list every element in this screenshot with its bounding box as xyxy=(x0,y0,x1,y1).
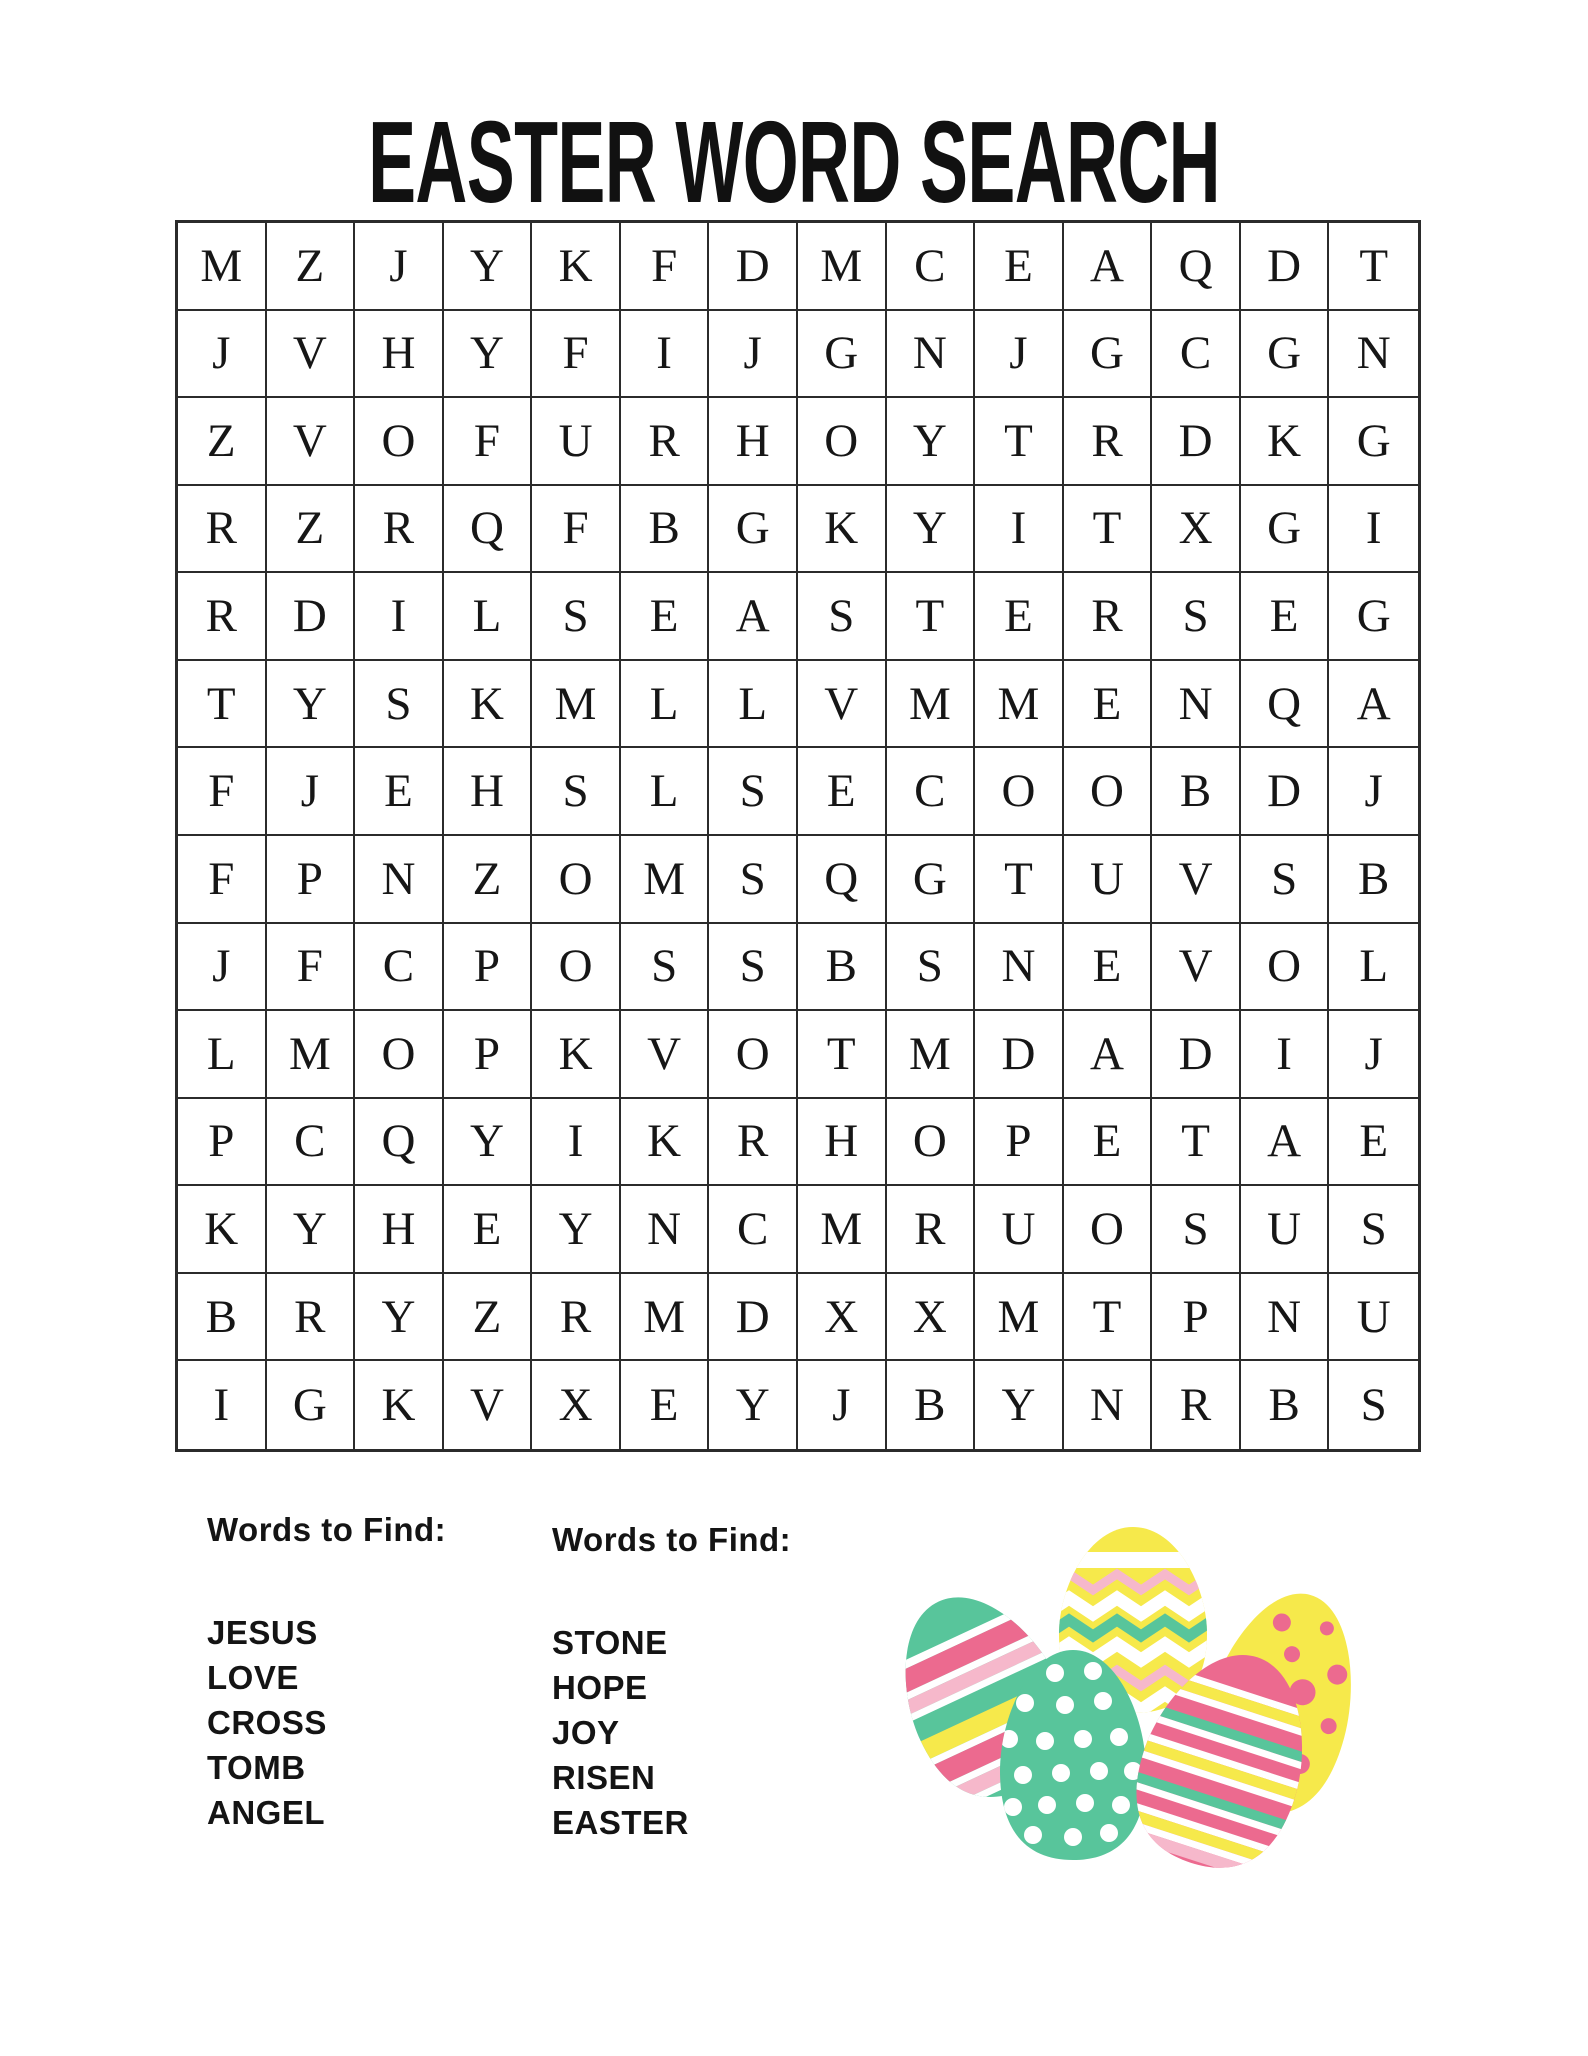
grid-cell-r1c2: Z xyxy=(267,223,356,311)
grid-cell-r12c8: M xyxy=(798,1186,887,1274)
grid-cell-r4c14: I xyxy=(1329,486,1418,574)
grid-cell-r9c9: S xyxy=(887,924,976,1012)
word-item-stone: STONE xyxy=(552,1623,668,1661)
grid-cell-r3c14: G xyxy=(1329,398,1418,486)
grid-cell-r3c3: O xyxy=(355,398,444,486)
grid-cell-r7c12: B xyxy=(1152,748,1241,836)
grid-cell-r5c6: E xyxy=(621,573,710,661)
grid-cell-r5c5: S xyxy=(532,573,621,661)
grid-cell-r13c10: M xyxy=(975,1274,1064,1362)
grid-cell-r9c14: L xyxy=(1329,924,1418,1012)
grid-cell-r3c9: Y xyxy=(887,398,976,486)
grid-cell-r4c6: B xyxy=(621,486,710,574)
grid-cell-r6c5: M xyxy=(532,661,621,749)
grid-cell-r6c9: M xyxy=(887,661,976,749)
grid-cell-r10c14: J xyxy=(1329,1011,1418,1099)
grid-cell-r8c5: O xyxy=(532,836,621,924)
grid-cell-r11c14: E xyxy=(1329,1099,1418,1187)
grid-cell-r14c12: R xyxy=(1152,1361,1241,1449)
grid-cell-r10c11: A xyxy=(1064,1011,1153,1099)
grid-cell-r3c13: K xyxy=(1241,398,1330,486)
word-item-cross: CROSS xyxy=(207,1703,327,1741)
grid-cell-r12c5: Y xyxy=(532,1186,621,1274)
grid-cell-r8c4: Z xyxy=(444,836,533,924)
grid-cell-r5c3: I xyxy=(355,573,444,661)
grid-cell-r1c9: C xyxy=(887,223,976,311)
grid-cell-r10c2: M xyxy=(267,1011,356,1099)
grid-cell-r7c11: O xyxy=(1064,748,1153,836)
grid-cell-r5c11: R xyxy=(1064,573,1153,661)
grid-cell-r10c10: D xyxy=(975,1011,1064,1099)
grid-cell-r13c7: D xyxy=(709,1274,798,1362)
word-item-risen: RISEN xyxy=(552,1758,656,1796)
grid-cell-r5c8: S xyxy=(798,573,887,661)
grid-cell-r7c7: S xyxy=(709,748,798,836)
grid-cell-r9c10: N xyxy=(975,924,1064,1012)
grid-cell-r3c11: R xyxy=(1064,398,1153,486)
page-title xyxy=(0,96,1588,227)
grid-cell-r6c3: S xyxy=(355,661,444,749)
grid-cell-r11c1: P xyxy=(178,1099,267,1187)
grid-cell-r1c5: K xyxy=(532,223,621,311)
grid-cell-r14c6: E xyxy=(621,1361,710,1449)
grid-cell-r10c6: V xyxy=(621,1011,710,1099)
grid-cell-r9c6: S xyxy=(621,924,710,1012)
grid-cell-r6c11: E xyxy=(1064,661,1153,749)
grid-cell-r4c2: Z xyxy=(267,486,356,574)
grid-cell-r12c7: C xyxy=(709,1186,798,1274)
grid-cell-r14c13: B xyxy=(1241,1361,1330,1449)
grid-cell-r11c10: P xyxy=(975,1099,1064,1187)
grid-cell-r1c12: Q xyxy=(1152,223,1241,311)
word-list-left xyxy=(207,1510,446,1835)
grid-cell-r2c10: J xyxy=(975,311,1064,399)
grid-cell-r13c6: M xyxy=(621,1274,710,1362)
grid-cell-r11c6: K xyxy=(621,1099,710,1187)
grid-cell-r11c12: T xyxy=(1152,1099,1241,1187)
grid-cell-r7c3: E xyxy=(355,748,444,836)
grid-cell-r11c8: H xyxy=(798,1099,887,1187)
grid-cell-r8c2: P xyxy=(267,836,356,924)
grid-cell-r3c6: R xyxy=(621,398,710,486)
grid-cell-r2c6: I xyxy=(621,311,710,399)
word-item-jesus: JESUS xyxy=(207,1613,318,1651)
grid-cell-r12c6: N xyxy=(621,1186,710,1274)
grid-cell-r4c13: G xyxy=(1241,486,1330,574)
grid-cell-r8c1: F xyxy=(178,836,267,924)
grid-cell-r4c8: K xyxy=(798,486,887,574)
grid-cell-r13c9: X xyxy=(887,1274,976,1362)
grid-cell-r8c12: V xyxy=(1152,836,1241,924)
grid-cell-r12c12: S xyxy=(1152,1186,1241,1274)
grid-cell-r13c4: Z xyxy=(444,1274,533,1362)
grid-cell-r5c10: E xyxy=(975,573,1064,661)
grid-cell-r6c2: Y xyxy=(267,661,356,749)
word-list-right xyxy=(552,1520,791,1845)
grid-cell-r14c14: S xyxy=(1360,1379,1387,1432)
grid-cell-r2c13: G xyxy=(1241,311,1330,399)
grid-cell-r2c9: N xyxy=(887,311,976,399)
grid-cell-r11c9: O xyxy=(887,1099,976,1187)
grid-cell-r2c2: V xyxy=(267,311,356,399)
grid-cell-r12c1: K xyxy=(178,1186,267,1274)
grid-cell-r5c14: G xyxy=(1329,573,1418,661)
grid-cell-r3c5: U xyxy=(532,398,621,486)
grid-cell-r12c4: E xyxy=(444,1186,533,1274)
grid-cell-r14c8: J xyxy=(798,1361,887,1449)
grid-cell-r9c7: S xyxy=(709,924,798,1012)
grid-cell-r12c10: U xyxy=(975,1186,1064,1274)
grid-cell-r5c1: R xyxy=(178,573,267,661)
grid-cell-r5c4: L xyxy=(444,573,533,661)
grid-cell-r10c4: P xyxy=(444,1011,533,1099)
grid-cell-r4c4: Q xyxy=(444,486,533,574)
grid-cell-r13c8: X xyxy=(798,1274,887,1362)
word-list-left-items xyxy=(207,1610,446,1835)
grid-cell-r2c7: J xyxy=(709,311,798,399)
grid-cell-r7c9: C xyxy=(887,748,976,836)
grid-cell-r8c8: Q xyxy=(798,836,887,924)
grid-cell-r12c9: R xyxy=(887,1186,976,1274)
grid-cell-r9c12: V xyxy=(1152,924,1241,1012)
word-item-love: LOVE xyxy=(207,1658,299,1696)
grid-cell-r4c3: R xyxy=(355,486,444,574)
grid-cell-r11c3: Q xyxy=(355,1099,444,1187)
grid-cell-r3c2: V xyxy=(267,398,356,486)
word-item-joy: JOY xyxy=(552,1713,620,1751)
word-item-easter: EASTER xyxy=(552,1803,689,1841)
grid-cell-r8c10: T xyxy=(975,836,1064,924)
grid-cell-r1c10: E xyxy=(975,223,1064,311)
easter-eggs-illustration xyxy=(858,1468,1430,1930)
grid-cell-r1c8: M xyxy=(798,223,887,311)
word-grid xyxy=(175,220,1421,1452)
grid-cell-r10c3: O xyxy=(355,1011,444,1099)
grid-cell-r14c11: N xyxy=(1064,1361,1153,1449)
grid-cell-r8c9: G xyxy=(887,836,976,924)
grid-cell-r9c11: E xyxy=(1064,924,1153,1012)
grid-cell-r6c8: V xyxy=(798,661,887,749)
grid-cell-r11c2: C xyxy=(267,1099,356,1187)
grid-cell-r7c10: O xyxy=(975,748,1064,836)
grid-cell-r11c4: Y xyxy=(444,1099,533,1187)
grid-cell-r4c12: X xyxy=(1152,486,1241,574)
grid-cell-r14c3: K xyxy=(355,1361,444,1449)
grid-cell-r5c12: S xyxy=(1152,573,1241,661)
grid-cell-r14c1: I xyxy=(178,1361,267,1449)
grid-cell-r4c1: R xyxy=(178,486,267,574)
grid-cell-r7c2: J xyxy=(267,748,356,836)
grid-cell-r14c5: X xyxy=(532,1361,621,1449)
grid-cell-r13c5: R xyxy=(532,1274,621,1362)
grid-cell-r9c3: C xyxy=(355,924,444,1012)
grid-cell-r6c14: A xyxy=(1329,661,1418,749)
grid-cell-r7c14: J xyxy=(1329,748,1418,836)
grid-cell-r2c3: H xyxy=(355,311,444,399)
grid-cell-r6c1: T xyxy=(178,661,267,749)
word-list-right-heading: Words to Find: xyxy=(552,1521,792,1558)
grid-cell-r8c14: B xyxy=(1329,836,1418,924)
grid-cell-r9c5: O xyxy=(532,924,621,1012)
grid-cell-r1c7: D xyxy=(709,223,798,311)
grid-cell-r6c7: L xyxy=(709,661,798,749)
page-title-text: EASTER WORD SEARCH xyxy=(368,96,1220,227)
grid-cell-r9c1: J xyxy=(178,924,267,1012)
grid-cell-r10c9: M xyxy=(887,1011,976,1099)
grid-cell-r2c4: Y xyxy=(444,311,533,399)
grid-cell-r9c2: F xyxy=(267,924,356,1012)
grid-cell-r10c1: L xyxy=(178,1011,267,1099)
grid-cell-r12c13: U xyxy=(1241,1186,1330,1274)
grid-cell-r11c13: A xyxy=(1241,1099,1330,1187)
grid-cell-r6c10: M xyxy=(975,661,1064,749)
grid-cell-r11c7: R xyxy=(709,1099,798,1187)
grid-cell-r3c10: T xyxy=(975,398,1064,486)
grid-cell-r4c9: Y xyxy=(887,486,976,574)
grid-cell-r13c1: B xyxy=(178,1274,267,1362)
grid-cell-r5c2: D xyxy=(267,573,356,661)
grid-cell-r1c13: D xyxy=(1241,223,1330,311)
grid-cell-r3c1: Z xyxy=(178,398,267,486)
word-list-left-heading: Words to Find: xyxy=(207,1511,447,1548)
grid-cell-r10c13: I xyxy=(1241,1011,1330,1099)
grid-cell-r3c8: O xyxy=(798,398,887,486)
grid-cell-r12c14: S xyxy=(1329,1186,1418,1274)
grid-cell-r7c1: F xyxy=(178,748,267,836)
grid-cell-r1c11: A xyxy=(1064,223,1153,311)
grid-cell-r8c7: S xyxy=(709,836,798,924)
grid-cell-r7c6: L xyxy=(621,748,710,836)
grid-cell-r1c4: Y xyxy=(444,223,533,311)
grid-cell-r14c7: Y xyxy=(709,1361,798,1449)
grid-cell-r8c3: N xyxy=(355,836,444,924)
grid-cell-r14c4: V xyxy=(444,1361,533,1449)
grid-cell-r12c2: Y xyxy=(267,1186,356,1274)
grid-cell-r8c11: U xyxy=(1064,836,1153,924)
grid-cell-r2c8: G xyxy=(798,311,887,399)
word-item-hope: HOPE xyxy=(552,1668,648,1706)
grid-cell-r2c11: G xyxy=(1064,311,1153,399)
grid-cell-r11c5: I xyxy=(532,1099,621,1187)
grid-cell-r12c11: O xyxy=(1064,1186,1153,1274)
grid-cell-r3c12: D xyxy=(1152,398,1241,486)
grid-cell-r10c12: D xyxy=(1152,1011,1241,1099)
grid-cell-r5c13: E xyxy=(1241,573,1330,661)
word-item-angel: ANGEL xyxy=(207,1793,325,1831)
grid-cell-r10c5: K xyxy=(532,1011,621,1099)
grid-cell-r4c11: T xyxy=(1064,486,1153,574)
grid-cell-r1c6: F xyxy=(621,223,710,311)
grid-cell-r10c8: T xyxy=(798,1011,887,1099)
grid-cell-r13c12: P xyxy=(1152,1274,1241,1362)
grid-cell-r13c3: Y xyxy=(355,1274,444,1362)
grid-cell-r3c7: H xyxy=(709,398,798,486)
grid-cell-r6c6: L xyxy=(621,661,710,749)
grid-cell-r2c12: C xyxy=(1152,311,1241,399)
grid-cell-r4c7: G xyxy=(709,486,798,574)
grid-cell-r13c11: T xyxy=(1064,1274,1153,1362)
grid-cell-r3c4: F xyxy=(444,398,533,486)
grid-cell-r1c14: T xyxy=(1329,223,1418,311)
grid-cell-r9c8: B xyxy=(798,924,887,1012)
grid-cell-r9c13: O xyxy=(1241,924,1330,1012)
grid-cell-r7c8: E xyxy=(798,748,887,836)
grid-cell-r9c4: P xyxy=(444,924,533,1012)
grid-cell-r6c13: Q xyxy=(1241,661,1330,749)
grid-cell-r1c1: M xyxy=(178,223,267,311)
grid-cell-r8c6: M xyxy=(621,836,710,924)
grid-cell-r4c5: F xyxy=(532,486,621,574)
grid-cell-r13c13: N xyxy=(1241,1274,1330,1362)
grid-cell-r11c11: E xyxy=(1064,1099,1153,1187)
grid-cell-r5c9: T xyxy=(887,573,976,661)
grid-cell-r6c12: N xyxy=(1152,661,1241,749)
grid-cell-r12c3: H xyxy=(355,1186,444,1274)
grid-cell-r4c10: I xyxy=(975,486,1064,574)
grid-cell-r7c13: D xyxy=(1241,748,1330,836)
grid-cell-r14c9: B xyxy=(887,1361,976,1449)
grid-cell-r7c5: S xyxy=(532,748,621,836)
grid-cell-r7c4: H xyxy=(444,748,533,836)
grid-cell-r1c3: J xyxy=(355,223,444,311)
grid-cell-r13c14: U xyxy=(1329,1274,1418,1362)
grid-cell-r13c2: R xyxy=(267,1274,356,1362)
grid-cell-r2c1: J xyxy=(178,311,267,399)
word-item-tomb: TOMB xyxy=(207,1748,306,1786)
grid-cell-r2c14: N xyxy=(1329,311,1418,399)
grid-cell-r5c7: A xyxy=(709,573,798,661)
grid-cell-r8c13: S xyxy=(1241,836,1330,924)
grid-cell-r14c2: G xyxy=(267,1361,356,1449)
grid-cell-r6c4: K xyxy=(444,661,533,749)
grid-cell-r14c10: Y xyxy=(975,1361,1064,1449)
word-list-right-items xyxy=(552,1620,791,1845)
grid-cell-r2c5: F xyxy=(532,311,621,399)
grid-cell-r10c7: O xyxy=(709,1011,798,1099)
